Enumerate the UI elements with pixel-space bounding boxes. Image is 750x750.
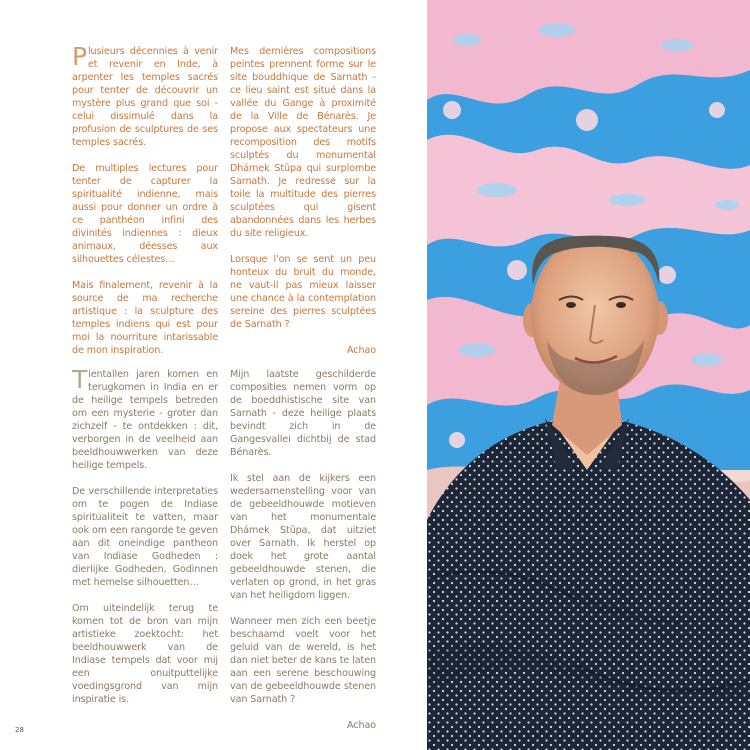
french-text-column-right — [230, 45, 376, 370]
page-number: 28 — [15, 726, 24, 734]
dutch-paragraph-2: De verschillende interpretaties om te pogen de Indiase spiritualiteit te vatten, maar ook om een rangorde te geven aan dit oneindige pantheon van Indiase Godheden : dierlijke Godheden, Godinnen met hemelse silhouetten… — [72, 486, 218, 588]
french-signature: Achao — [347, 345, 376, 356]
french-paragraph-3: Mais finalement, revenir à la source de ma recherche artistique : la sculpture des temples indiens qui est pour moi la nourriture intarissable de mon inspiration. — [72, 280, 218, 356]
french-paragraph-4: Mes dernières compositions peintes prennent forme sur le site bouddhique de Sarnath - ce lieu saint est situé dans la vallée du Gange à proximité de la Ville de Bénarès. Je propose aux spectateurs une recomposition des motifs sculptés du monumental Dhámek Stūpa qui surplombe Sarnath. Je redresse sur la toile la multitude des pierres sculptées qui gisent abandonnées dans les herbes du site religieux. — [230, 46, 376, 239]
dutch-paragraph-1 — [72, 365, 218, 472]
french-text-column-left — [72, 42, 218, 370]
french-paragraph-1-text: lusieurs décennies à venir et revenir en Inde, à arpenter les temples sacrés pour tenter de découvrir un mystère plus grand que soi - celui dissimulé dans la profusion de sculptures de ses temples sacrés. — [72, 46, 218, 148]
drop-cap: P — [72, 42, 87, 71]
artist-portrait-photo — [427, 0, 750, 750]
dutch-paragraph-5: Ik stel aan de kijkers een wedersamenstelling voor van de gebeeldhouwde motieven van het monumentale Dhámek Stūpa, dat uitziet over Sarnath. Ik herstel op doek het grote aantal gebeeldhouwde stenen, die verlaten op grond, in het gras van het heiligdom liggen. — [230, 473, 376, 601]
portrait-illustration — [427, 0, 750, 750]
french-paragraph-1 — [72, 42, 218, 149]
dutch-paragraph-6: Wanneer men zich een beetje beschaamd voelt voor het geluid van de wereld, is het dan niet beter de kans te laten aan een serene beschouwing van de gebeeldhouwde stenen van Sarnath ? — [230, 616, 376, 705]
drop-cap: T — [72, 365, 88, 394]
french-paragraph-2: De multiples lectures pour tenter de capturer la spiritualité indienne, mais aussi pour donner un ordre à ce panthéon infini des divinités indiennes : dieux animaux, déesses aux silhouettes célestes… — [72, 163, 218, 265]
dutch-paragraph-4: Mijn laatste geschilderde composities nemen vorm op de boeddhistische site van Sarnath - deze heilige plaats bevindt zich in de Gangesvallei dichtbij de stad Bénarès. — [230, 369, 376, 458]
dutch-text-column-right — [230, 368, 376, 745]
dutch-text-column-left — [72, 365, 218, 719]
french-paragraph-5: Lorsque l'on se sent un peu honteux du bruit du monde, ne vaut-il pas mieux laisser une chance à la contemplation sereine des pierres sculptées de Sarnath ? — [230, 254, 376, 330]
dutch-paragraph-1-text: ientallen jaren komen en terugkomen in India en er de heilige tempels betreden om een mysterie - groter dan zichzelf - te ontdekken : dit, verborgen in de veelheid aan beeldhouwwerken van deze heilige tempels. — [72, 369, 218, 471]
dutch-paragraph-3: Om uiteindelijk terug te komen tot de bron van mijn artistieke zoektocht: het beeldhouwwerk van de Indiase tempels dat voor mij een onuitputtelijke voedingsgrond van mijn inspiratie is. — [72, 603, 218, 705]
dutch-signature: Achao — [347, 720, 376, 731]
